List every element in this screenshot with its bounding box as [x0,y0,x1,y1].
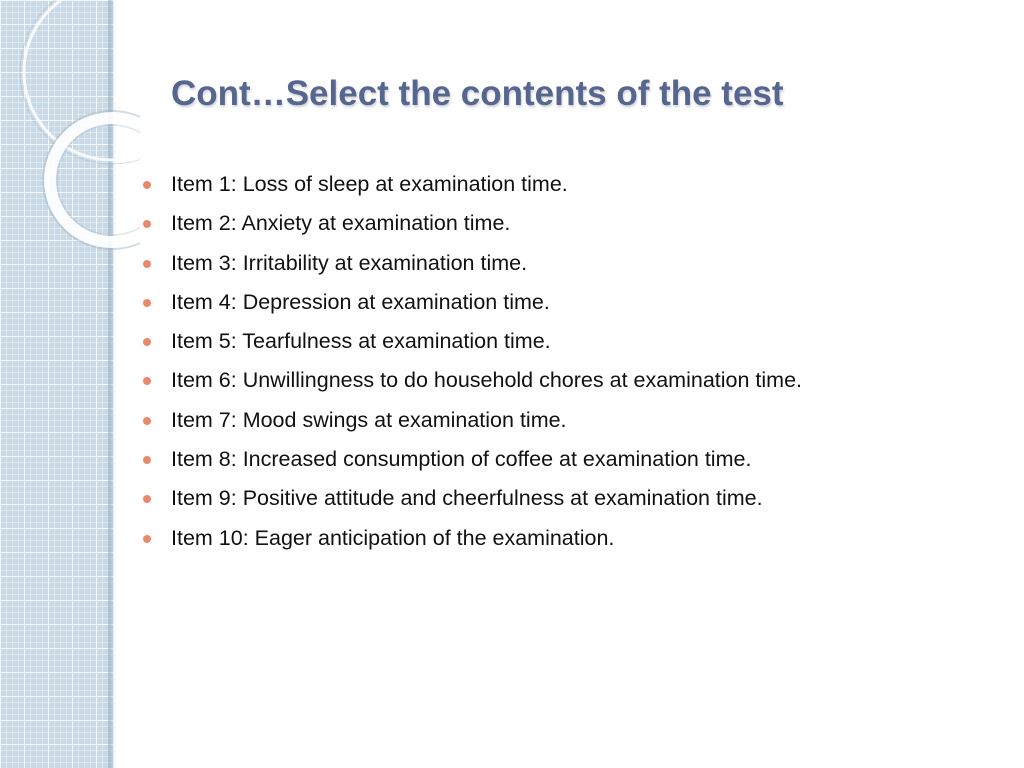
list-item-text: Item 10: Eager anticipation of the examination. [171,525,615,550]
list-item [140,168,1000,207]
list-item [140,325,1000,364]
bullet-dot-icon [143,220,151,228]
list-item [140,404,1000,443]
list-item [140,482,1000,521]
list-item-text: Item 8: Increased consumption of coffee at examination time. [171,447,752,472]
list-item [140,443,1000,482]
bullet-dot-icon [143,299,151,307]
bullet-dot-icon [143,377,151,385]
list-item-text: Item 1: Loss of sleep at examination time. [171,172,568,196]
list-item-text: Item 7: Mood swings at examination time. [171,407,567,432]
list-item [140,207,1000,246]
bullet-dot-icon [143,535,151,543]
list-item-text: Item 6: Unwillingness to do household chores at examination time. [171,368,803,393]
list-item-text: Item 4: Depression at examination time. [171,289,550,314]
decorative-rings-icon [0,0,140,260]
list-item-text: Item 2: Anxiety at examination time. [171,211,511,236]
list-item-text: Item 9: Positive attitude and cheerfulness at examination time. [171,486,763,511]
slide-title: Cont…Select the contents of the test [171,74,784,113]
bullet-dot-icon [143,181,151,189]
list-item-text: Item 3: Irritability at examination time. [171,250,528,275]
bullet-dot-icon [143,417,151,425]
bullet-dot-icon [143,495,151,503]
bullet-dot-icon [143,456,151,464]
bullet-list [140,168,1000,561]
list-item-text: Item 5: Tearfulness at examination time. [171,329,551,354]
list-item [140,286,1000,325]
bullet-dot-icon [143,260,151,268]
list-item [140,522,1000,561]
list-item [140,364,1000,403]
list-item [140,247,1000,286]
bullet-dot-icon [143,338,151,346]
